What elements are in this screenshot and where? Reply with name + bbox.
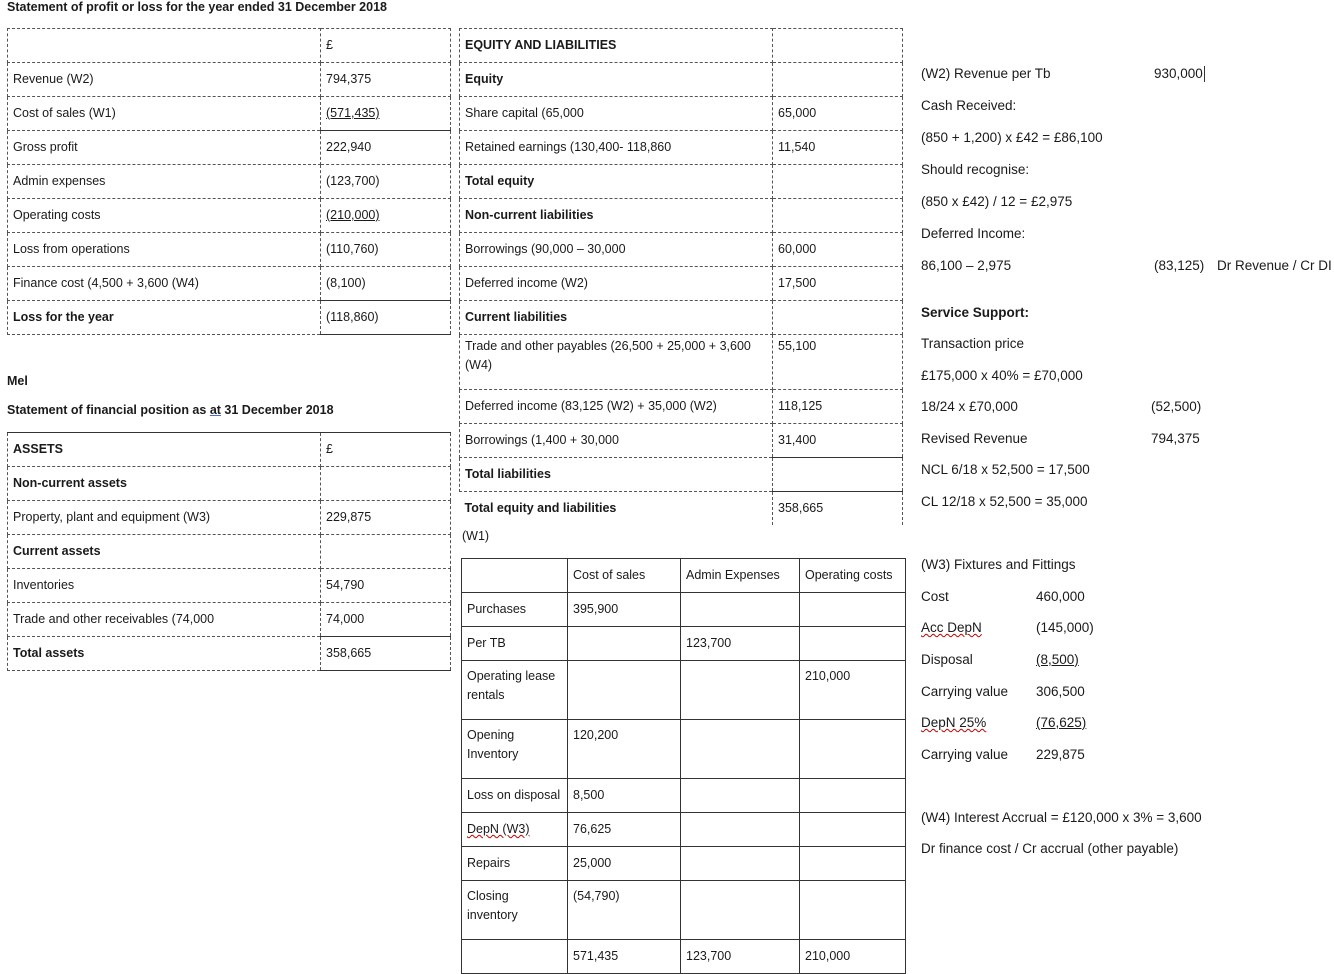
w2-revenue-value: 930,000 — [1154, 66, 1203, 81]
pl-label: Operating costs — [8, 199, 321, 233]
pl-value: (571,435) — [326, 106, 380, 120]
w2-cash-received: Cash Received: — [921, 98, 1017, 113]
eq-label: Deferred income (W2) — [460, 267, 773, 301]
sofp-header-row — [8, 433, 451, 467]
eq-value — [773, 199, 903, 233]
w2-revised-value: 794,375 — [1151, 431, 1200, 446]
eq-row — [460, 301, 903, 335]
eq-row — [460, 233, 903, 267]
w1-cell — [681, 881, 800, 940]
sofp-row — [8, 501, 451, 535]
w1-cell: Loss on disposal — [462, 779, 568, 813]
w1-cell — [800, 847, 906, 881]
w2-cash-calc: (850 + 1,200) x £42 = £86,100 — [921, 130, 1103, 145]
eq-header: EQUITY AND LIABILITIES — [460, 29, 773, 63]
eq-row — [460, 335, 903, 390]
w3-dep-label: DepN 25% — [921, 715, 987, 730]
w1-cell — [800, 627, 906, 661]
w1-cell: Closing inventory — [462, 881, 568, 940]
w1-header-cell: Operating costs — [800, 559, 906, 593]
eq-label: Trade and other payables (26,500 + 25,000 + 3,600 (W4) — [460, 335, 773, 390]
pl-row — [8, 267, 451, 301]
pl-value: 794,375 — [321, 63, 451, 97]
equity-liabilities-table — [459, 28, 903, 525]
w1-cell: 8,500 — [568, 779, 681, 813]
sofp-assets-table — [7, 432, 451, 671]
w2-cl: CL 12/18 x 52,500 = 35,000 — [921, 494, 1088, 509]
w1-label: (W1) — [462, 529, 490, 543]
eq-row — [460, 492, 903, 526]
sofp-value — [321, 535, 451, 569]
sofp-row — [8, 637, 451, 671]
w1-cell — [681, 593, 800, 627]
eq-value: 11,540 — [773, 131, 903, 165]
w2-portion-calc: 18/24 x £70,000 — [921, 399, 1018, 414]
w1-row — [462, 627, 906, 661]
eq-value — [773, 165, 903, 199]
pl-label: Admin expenses — [8, 165, 321, 199]
w1-cell: (54,790) — [568, 881, 681, 940]
pl-row — [8, 199, 451, 233]
eq-value — [773, 301, 903, 335]
pl-currency: £ — [321, 29, 451, 63]
w2-deferred-entry: Dr Revenue / Cr DI — [1217, 258, 1332, 273]
w1-cell: 123,700 — [681, 627, 800, 661]
w1-total-row — [462, 940, 906, 974]
eq-value — [773, 63, 903, 97]
w1-cell — [800, 720, 906, 779]
sofp-label: Inventories — [8, 569, 321, 603]
sofp-label: Non-current assets — [8, 467, 321, 501]
eq-label: Deferred income (83,125 (W2) + 35,000 (W2) — [460, 390, 773, 424]
w1-cell: DepN (W3) — [467, 822, 530, 836]
eq-row — [460, 199, 903, 233]
pl-value: (210,000) — [326, 208, 380, 222]
w1-cell — [462, 940, 568, 974]
w1-row — [462, 779, 906, 813]
w1-row — [462, 593, 906, 627]
w1-cell: Repairs — [462, 847, 568, 881]
w1-cell — [800, 813, 906, 847]
w3-acc-value: (145,000) — [1036, 620, 1094, 635]
eq-row — [460, 63, 903, 97]
w1-cell: Per TB — [462, 627, 568, 661]
text-cursor — [1204, 66, 1205, 82]
eq-label: Borrowings (90,000 – 30,000 — [460, 233, 773, 267]
w3-disposal-value: (8,500) — [1036, 652, 1079, 667]
pl-label: Loss from operations — [8, 233, 321, 267]
pl-table — [7, 28, 451, 335]
pl-row — [8, 301, 451, 335]
sofp-label: Trade and other receivables (74,000 — [8, 603, 321, 637]
eq-label: Share capital (65,000 — [460, 97, 773, 131]
pl-value: 222,940 — [321, 131, 451, 165]
w3-disposal-label: Disposal — [921, 652, 973, 667]
eq-value: 17,500 — [773, 267, 903, 301]
sofp-currency: £ — [321, 433, 451, 467]
pl-header-row — [8, 29, 451, 63]
w3-cv1-value: 306,500 — [1036, 684, 1085, 699]
eq-value: 60,000 — [773, 233, 903, 267]
w1-cell: 123,700 — [681, 940, 800, 974]
w3-cv2-label: Carrying value — [921, 747, 1009, 762]
w1-row — [462, 813, 906, 847]
w1-cell — [568, 627, 681, 661]
w1-cell — [681, 847, 800, 881]
eq-row — [460, 267, 903, 301]
w2-revenue-label: (W2) Revenue per Tb — [921, 66, 1051, 81]
w1-header-row — [462, 559, 906, 593]
eq-value: 358,665 — [773, 492, 903, 526]
eq-label: Total liabilities — [460, 458, 773, 492]
w1-cell — [800, 779, 906, 813]
w2-deferred-income: Deferred Income: — [921, 226, 1026, 241]
w1-header-cell: Admin Expenses — [681, 559, 800, 593]
sofp-label: Current assets — [8, 535, 321, 569]
eq-row — [460, 131, 903, 165]
eq-label: Equity — [460, 63, 773, 97]
w1-cell: Opening Inventory — [462, 720, 568, 779]
eq-label: Non-current liabilities — [460, 199, 773, 233]
w1-cell — [568, 661, 681, 720]
sofp-value: 358,665 — [321, 637, 451, 671]
w1-cell: 210,000 — [800, 940, 906, 974]
w1-header-cell — [462, 559, 568, 593]
w1-cell: 76,625 — [568, 813, 681, 847]
pl-row — [8, 165, 451, 199]
eq-row — [460, 390, 903, 424]
w1-row — [462, 847, 906, 881]
eq-row — [460, 424, 903, 458]
pl-label: Revenue (W2) — [8, 63, 321, 97]
pl-label: Gross profit — [8, 131, 321, 165]
w3-cost-label: Cost — [921, 589, 949, 604]
eq-row — [460, 458, 903, 492]
sofp-label: Property, plant and equipment (W3) — [8, 501, 321, 535]
w1-cell: 210,000 — [800, 661, 906, 720]
eq-label: Borrowings (1,400 + 30,000 — [460, 424, 773, 458]
pl-label: Finance cost (4,500 + 3,600 (W4) — [8, 267, 321, 301]
pl-value: (118,860) — [321, 301, 451, 335]
w2-recognise-calc: (850 x £42) / 12 = £2,975 — [921, 194, 1073, 209]
sofp-row — [8, 467, 451, 501]
eq-value: 65,000 — [773, 97, 903, 131]
sofp-value: 229,875 — [321, 501, 451, 535]
eq-value: 118,125 — [773, 390, 903, 424]
w1-cell — [681, 661, 800, 720]
w2-deferred-calc: 86,100 – 2,975 — [921, 258, 1012, 273]
eq-row — [460, 165, 903, 199]
w1-cell — [681, 813, 800, 847]
w2-transaction-price: Transaction price — [921, 336, 1025, 351]
eq-label: Total equity and liabilities — [460, 492, 773, 526]
sofp-row — [8, 603, 451, 637]
w1-cell — [800, 593, 906, 627]
eq-header-row — [460, 29, 903, 63]
sofp-row — [8, 535, 451, 569]
w1-cell — [681, 720, 800, 779]
pl-row — [8, 63, 451, 97]
pl-label: Loss for the year — [8, 301, 321, 335]
w3-cost-value: 460,000 — [1036, 589, 1085, 604]
w2-portion-value: (52,500) — [1151, 399, 1202, 414]
w3-title: (W3) Fixtures and Fittings — [921, 557, 1076, 572]
w1-row — [462, 720, 906, 779]
w3-dep-value: (76,625) — [1036, 715, 1087, 730]
eq-label: Current liabilities — [460, 301, 773, 335]
w1-row — [462, 661, 906, 720]
w2-tp-calc: £175,000 x 40% = £70,000 — [921, 368, 1083, 383]
w1-cell: 395,900 — [568, 593, 681, 627]
sofp-value — [321, 467, 451, 501]
pl-value: (123,700) — [321, 165, 451, 199]
w1-cell — [681, 779, 800, 813]
assets-header: ASSETS — [8, 433, 321, 467]
sofp-title: Statement of financial position as at 31 December 2018 — [7, 403, 334, 417]
eq-row — [460, 97, 903, 131]
company-name: Mel — [7, 374, 28, 388]
w2-ncl: NCL 6/18 x 52,500 = 17,500 — [921, 462, 1090, 477]
w2-deferred-value: (83,125) — [1154, 258, 1205, 273]
sofp-value: 74,000 — [321, 603, 451, 637]
pl-value: (8,100) — [321, 267, 451, 301]
sofp-row — [8, 569, 451, 603]
w1-cell: 571,435 — [568, 940, 681, 974]
eq-value: 55,100 — [773, 335, 903, 390]
eq-label: Total equity — [460, 165, 773, 199]
w2-revised-label: Revised Revenue — [921, 431, 1028, 446]
w2-should-recognise: Should recognise: — [921, 162, 1030, 177]
w1-table — [461, 558, 906, 974]
w1-cell — [800, 881, 906, 940]
eq-value — [773, 458, 903, 492]
w1-cell: 25,000 — [568, 847, 681, 881]
pl-row — [8, 131, 451, 165]
w1-cell: Purchases — [462, 593, 568, 627]
eq-value: 31,400 — [773, 424, 903, 458]
pl-row — [8, 97, 451, 131]
w1-cell: Operating lease rentals — [462, 661, 568, 720]
w1-row — [462, 881, 906, 940]
pl-label: Cost of sales (W1) — [8, 97, 321, 131]
sofp-value: 54,790 — [321, 569, 451, 603]
w2-service-support: Service Support: — [921, 305, 1030, 320]
w3-cv2-value: 229,875 — [1036, 747, 1085, 762]
pl-value: (110,760) — [321, 233, 451, 267]
sofp-label: Total assets — [8, 637, 321, 671]
eq-label: Retained earnings (130,400- 118,860 — [460, 131, 773, 165]
w4-line2: Dr finance cost / Cr accrual (other payable) — [921, 841, 1179, 856]
pl-title: Statement of profit or loss for the year ended 31 December 2018 — [7, 0, 387, 14]
w1-cell: 120,200 — [568, 720, 681, 779]
w3-acc-label: Acc DepN — [921, 620, 982, 635]
w4-line1: (W4) Interest Accrual = £120,000 x 3% = 3,600 — [921, 810, 1202, 825]
w1-header-cell: Cost of sales — [568, 559, 681, 593]
w3-cv1-label: Carrying value — [921, 684, 1009, 699]
pl-row — [8, 233, 451, 267]
